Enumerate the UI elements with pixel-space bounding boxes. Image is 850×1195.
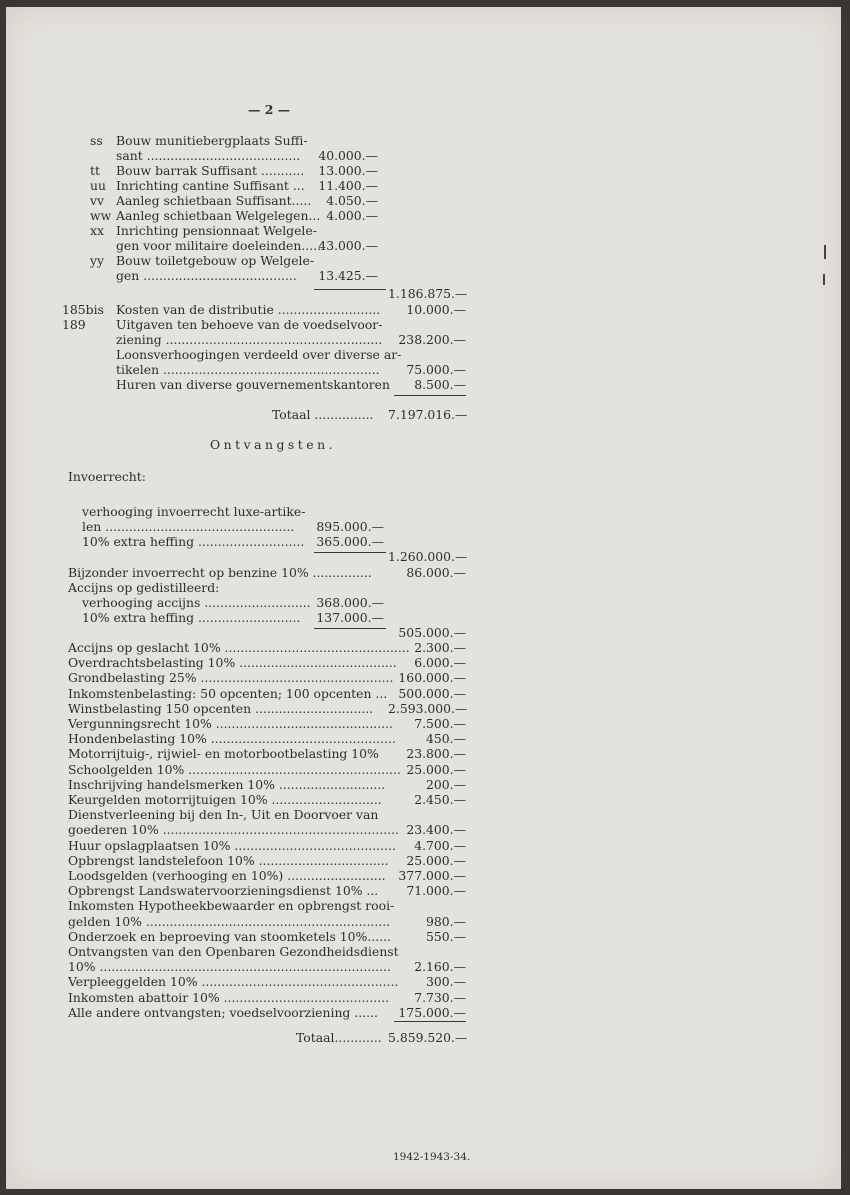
item-code: 189 <box>62 317 86 332</box>
item-label: Aanleg schietbaan Suffisant..... <box>116 193 312 208</box>
item-label: Accijns op gedistilleerd: <box>68 580 220 595</box>
receipt-label: Onderzoek en beproeving van stoomketels 10%...... <box>68 929 391 944</box>
page-number: — 2 — <box>248 102 291 117</box>
item-label: Inrichting pensionnaat Welgele- <box>116 223 317 238</box>
receipt-label: 10% .......................................................................... <box>68 959 391 974</box>
item-amount: 86.000.— <box>406 565 466 580</box>
receipt-amount: 2.450.— <box>414 792 466 807</box>
item-code: vv <box>90 193 104 208</box>
item-code: uu <box>90 178 106 193</box>
item-label: verhooging accijns ........................... <box>82 595 311 610</box>
section-heading: Ontvangsten. <box>210 437 337 452</box>
receipt-amount: 300.— <box>426 974 466 989</box>
item-amount: 4.000.— <box>326 208 378 223</box>
item-label: verhooging invoerrecht luxe-artike- <box>82 504 306 519</box>
item-label: tikelen ....................................................... <box>116 362 380 377</box>
item-amount: 137.000.— <box>316 610 384 625</box>
receipt-amount: 7.500.— <box>414 716 466 731</box>
total-label: Totaal ............... <box>272 407 374 422</box>
receipt-amount: 25.000.— <box>406 762 466 777</box>
receipt-amount: 6.000.— <box>414 655 466 670</box>
receipt-amount: 377.000.— <box>398 868 466 883</box>
receipt-amount: 2.593.000.— <box>388 701 468 716</box>
item-label: Huren van diverse gouvernementskantoren <box>116 377 390 392</box>
item-label: Loonsverhoogingen verdeeld over diverse ar- <box>116 347 402 362</box>
receipt-label: Inschrijving handelsmerken 10% ........................... <box>68 777 386 792</box>
item-amount: 238.200.— <box>398 332 466 347</box>
item-amount: 11.400.— <box>318 178 378 193</box>
receipt-label: Vergunningsrecht 10% ............................................. <box>68 716 393 731</box>
document-page <box>6 7 841 1189</box>
receipt-label: Opbrengst landstelefoon 10% ................................. <box>68 853 389 868</box>
receipt-amount: 500.000.— <box>398 686 466 701</box>
item-amount: 895.000.— <box>316 519 384 534</box>
item-label: Inrichting cantine Suffisant ... <box>116 178 305 193</box>
item-label: Bouw toiletgebouw op Welgele- <box>116 253 315 268</box>
receipt-label: Huur opslagplaatsen 10% ......................................... <box>68 838 396 853</box>
item-code: ww <box>90 208 112 223</box>
item-label: ziening ....................................................... <box>116 332 383 347</box>
item-label: Kosten van de distributie .......................... <box>116 302 381 317</box>
total-rule <box>394 1021 466 1022</box>
item-amount: 8.500.— <box>414 377 466 392</box>
item-label: Aanleg schietbaan Welgelegen... <box>116 208 321 223</box>
item-amount: 40.000.— <box>318 148 378 163</box>
receipt-label: Ontvangsten van den Openbaren Gezondheidsdienst <box>68 944 399 959</box>
receipt-amount: 4.700.— <box>414 838 466 853</box>
total-amount: 7.197.016.— <box>388 407 468 422</box>
item-amount: 4.050.— <box>326 193 378 208</box>
total-rule <box>394 395 466 396</box>
receipt-amount: 450.— <box>426 731 466 746</box>
sum-rule <box>314 628 386 629</box>
item-code: yy <box>90 253 104 268</box>
receipt-label: Opbrengst Landswatervoorzieningsdienst 10% ... <box>68 883 379 898</box>
receipt-label: Inkomsten abattoir 10% .......................................... <box>68 990 390 1005</box>
receipt-label: Keurgelden motorrijtuigen 10% ............................ <box>68 792 382 807</box>
item-amount: 13.425.— <box>318 268 378 283</box>
footer-code: 1942-1943-34. <box>393 1151 471 1163</box>
receipt-amount: 23.400.— <box>406 822 466 837</box>
receipt-label: Schoolgelden 10% ...................................................... <box>68 762 401 777</box>
receipt-label: Inkomsten Hypotheekbewaarder en opbrengst rooi- <box>68 898 395 913</box>
receipt-amount: 550.— <box>426 929 466 944</box>
item-label: Bijzonder invoerrecht op benzine 10% ............... <box>68 565 372 580</box>
item-label: 10% extra heffing .......................... <box>82 610 301 625</box>
receipt-amount: 2.300.— <box>414 640 466 655</box>
receipt-amount: 980.— <box>426 914 466 929</box>
receipt-amount: 23.800.— <box>406 746 466 761</box>
sum-rule <box>314 552 386 553</box>
receipt-label: Overdrachtsbelasting 10% ........................................ <box>68 655 397 670</box>
item-amount: 368.000.— <box>316 595 384 610</box>
total-label: Totaal............ <box>296 1030 382 1045</box>
receipt-label: gelden 10% .............................................................. <box>68 914 391 929</box>
receipt-label: Inkomstenbelasting: 50 opcenten; 100 opcenten ... <box>68 686 388 701</box>
receipt-amount: 71.000.— <box>406 883 466 898</box>
item-code: ss <box>90 133 103 148</box>
receipt-amount: 25.000.— <box>406 853 466 868</box>
receipt-amount: 160.000.— <box>398 670 466 685</box>
receipt-label: goederen 10% ............................................................ <box>68 822 399 837</box>
receipt-amount: 200.— <box>426 777 466 792</box>
item-amount: 43.000.— <box>318 238 378 253</box>
receipt-amount: 7.730.— <box>414 990 466 1005</box>
item-amount: 75.000.— <box>406 362 466 377</box>
item-code: 185bis <box>62 302 104 317</box>
sum-rule <box>314 289 386 290</box>
total-amount: 5.859.520.— <box>388 1030 468 1045</box>
item-label: Bouw munitiebergplaats Suffi- <box>116 133 308 148</box>
subtotal-amount: 1.260.000.— <box>388 549 468 564</box>
receipt-amount: 175.000.— <box>398 1005 466 1020</box>
item-label: len ................................................ <box>82 519 295 534</box>
receipt-label: Dienstverleening bij den In-, Uit en Doorvoer van <box>68 807 379 822</box>
item-amount: 10.000.— <box>406 302 466 317</box>
subtotal-amount: 505.000.— <box>398 625 466 640</box>
subtotal-amount: 1.186.875.— <box>388 286 468 301</box>
item-label: 10% extra heffing ........................... <box>82 534 305 549</box>
receipt-label: Grondbelasting 25% ................................................. <box>68 670 394 685</box>
item-amount: 13.000.— <box>318 163 378 178</box>
item-code: tt <box>90 163 100 178</box>
item-code: xx <box>90 223 104 238</box>
receipt-label: Hondenbelasting 10% ............................................... <box>68 731 396 746</box>
margin-mark <box>823 274 825 285</box>
receipt-label: Motorrijtuig-, rijwiel- en motorbootbelasting 10% <box>68 746 379 761</box>
receipt-label: Alle andere ontvangsten; voedselvoorziening ...... <box>68 1005 378 1020</box>
receipt-label: Loodsgelden (verhooging en 10%) ......................... <box>68 868 386 883</box>
item-amount: 365.000.— <box>316 534 384 549</box>
item-label: gen voor militaire doeleinden..... <box>116 238 322 253</box>
item-label: sant ....................................... <box>116 148 301 163</box>
receipt-amount: 2.160.— <box>414 959 466 974</box>
receipt-label: Accijns op geslacht 10% ............................................... <box>68 640 410 655</box>
receipt-label: Winstbelasting 150 opcenten .............................. <box>68 701 374 716</box>
item-label: Uitgaven ten behoeve van de voedselvoor- <box>116 317 383 332</box>
item-label: gen ....................................... <box>116 268 297 283</box>
receipt-label: Verpleeggelden 10% .................................................. <box>68 974 399 989</box>
subsection-heading: Invoerrecht: <box>68 469 146 484</box>
margin-mark <box>824 245 826 259</box>
item-label: Bouw barrak Suffisant ........... <box>116 163 305 178</box>
